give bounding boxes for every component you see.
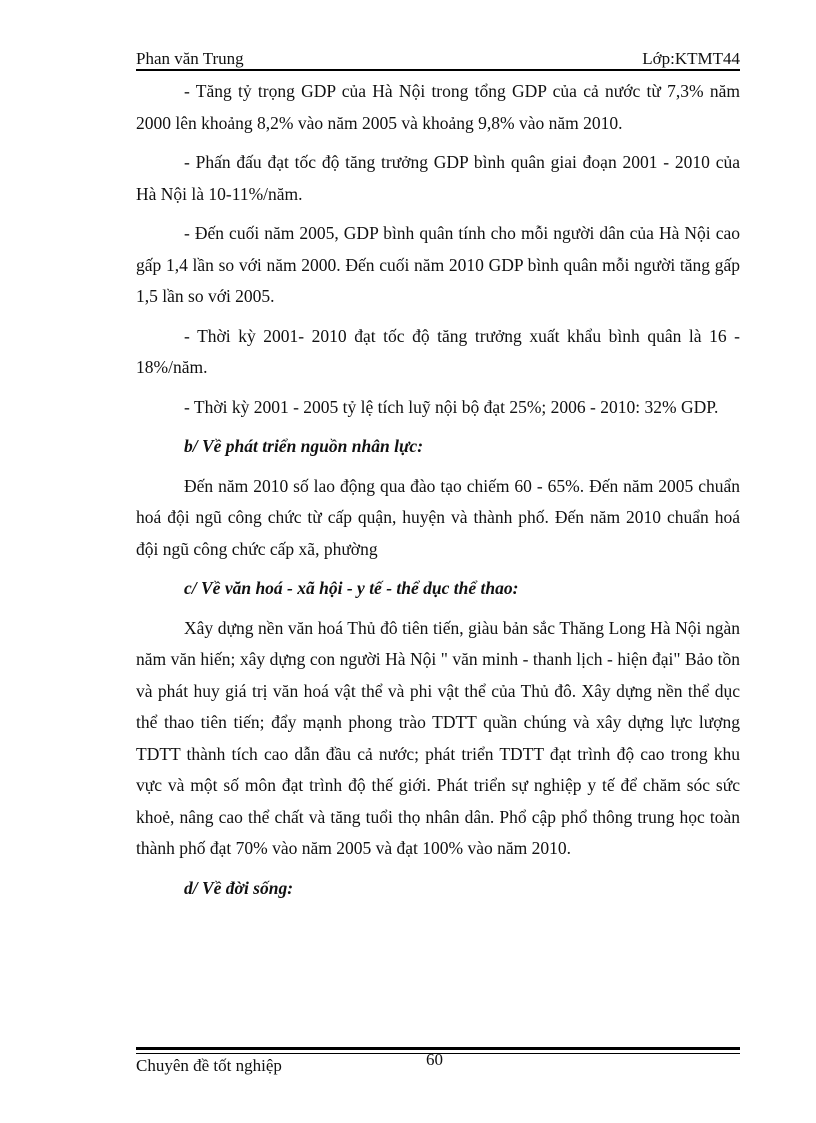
paragraph-human-resources: Đến năm 2010 số lao động qua đào tạo chiếm 60 - 65%. Đến năm 2005 chuẩn hoá đội ngũ công chức từ cấp quận, huyện và thành phố. Đến năm 2010 chuẩn hoá đội ngũ công chức cấp xã, phường [136,475,740,559]
section-heading-culture-society: c/ Về văn hoá - xã hội - y tế - thể dục thể thao: [184,578,519,598]
paragraph-gdp-share: - Tăng tỷ trọng GDP của Hà Nội trong tổng GDP của cả nước từ 7,3% năm 2000 lên khoảng 8,2% vào năm 2005 và khoảng 9,8% vào năm 2010. [136,81,740,133]
page-header [136,48,740,70]
page-number: 60 [426,1050,443,1069]
paragraph-gdp-growth: - Phấn đấu đạt tốc độ tăng trưởng GDP bình quân giai đoạn 2001 - 2010 của Hà Nội là 10-11%/năm. [136,152,740,204]
section-heading-human-resources: b/ Về phát triển nguồn nhân lực: [184,436,424,456]
header-divider [136,69,740,71]
header-class: Lớp:KTMT44 [642,49,740,68]
paragraph-export-growth: - Thời kỳ 2001- 2010 đạt tốc độ tăng trưởng xuất khẩu bình quân là 16 - 18%/năm. [136,325,740,377]
paragraph-gdp-per-capita: - Đến cuối năm 2005, GDP bình quân tính cho mỗi người dân của Hà Nội cao gấp 1,4 lần so với năm 2000. Đến cuối năm 2010 GDP bình quân mỗi người tăng gấp 1,5 lần so với 2005. [136,223,740,306]
header-author: Phan văn Trung [136,49,244,68]
paragraph-culture-society: Xây dựng nền văn hoá Thủ đô tiên tiến, giàu bản sắc Thăng Long Hà Nội ngàn năm văn hiến; xây dựng con người Hà Nội " văn minh - thanh lịch - hiện đại" Bảo tồn và phát huy giá trị văn hoá vật thể và phi vật thể của Thủ đô. Xây dựng nền thể dục thể thao tiên tiến; đẩy mạnh phong trào TDTT quần chúng và xây dựng lực lượng TDTT thành tích cao dẫn đầu cả nước; phát triển TDTT đạt trình độ cao trong khu vực và một số môn đạt trình độ thế giới. Phát triển sự nghiệp y tế để chăm sóc sức khoẻ, nâng cao thể chất và tăng tuổi thọ nhân dân. Phổ cập phổ thông trung học toàn thành phố đạt 70% vào năm 2005 và đạt 100% vào năm 2010. [136,617,740,858]
paragraph-accumulation-rate: - Thời kỳ 2001 - 2005 tỷ lệ tích luỹ nội bộ đạt 25%; 2006 - 2010: 32% GDP. [184,396,719,417]
footer-title: Chuyên đề tốt nghiệp [136,1056,282,1075]
section-heading-living: d/ Về đời sống: [184,877,294,898]
document-body [136,76,740,912]
